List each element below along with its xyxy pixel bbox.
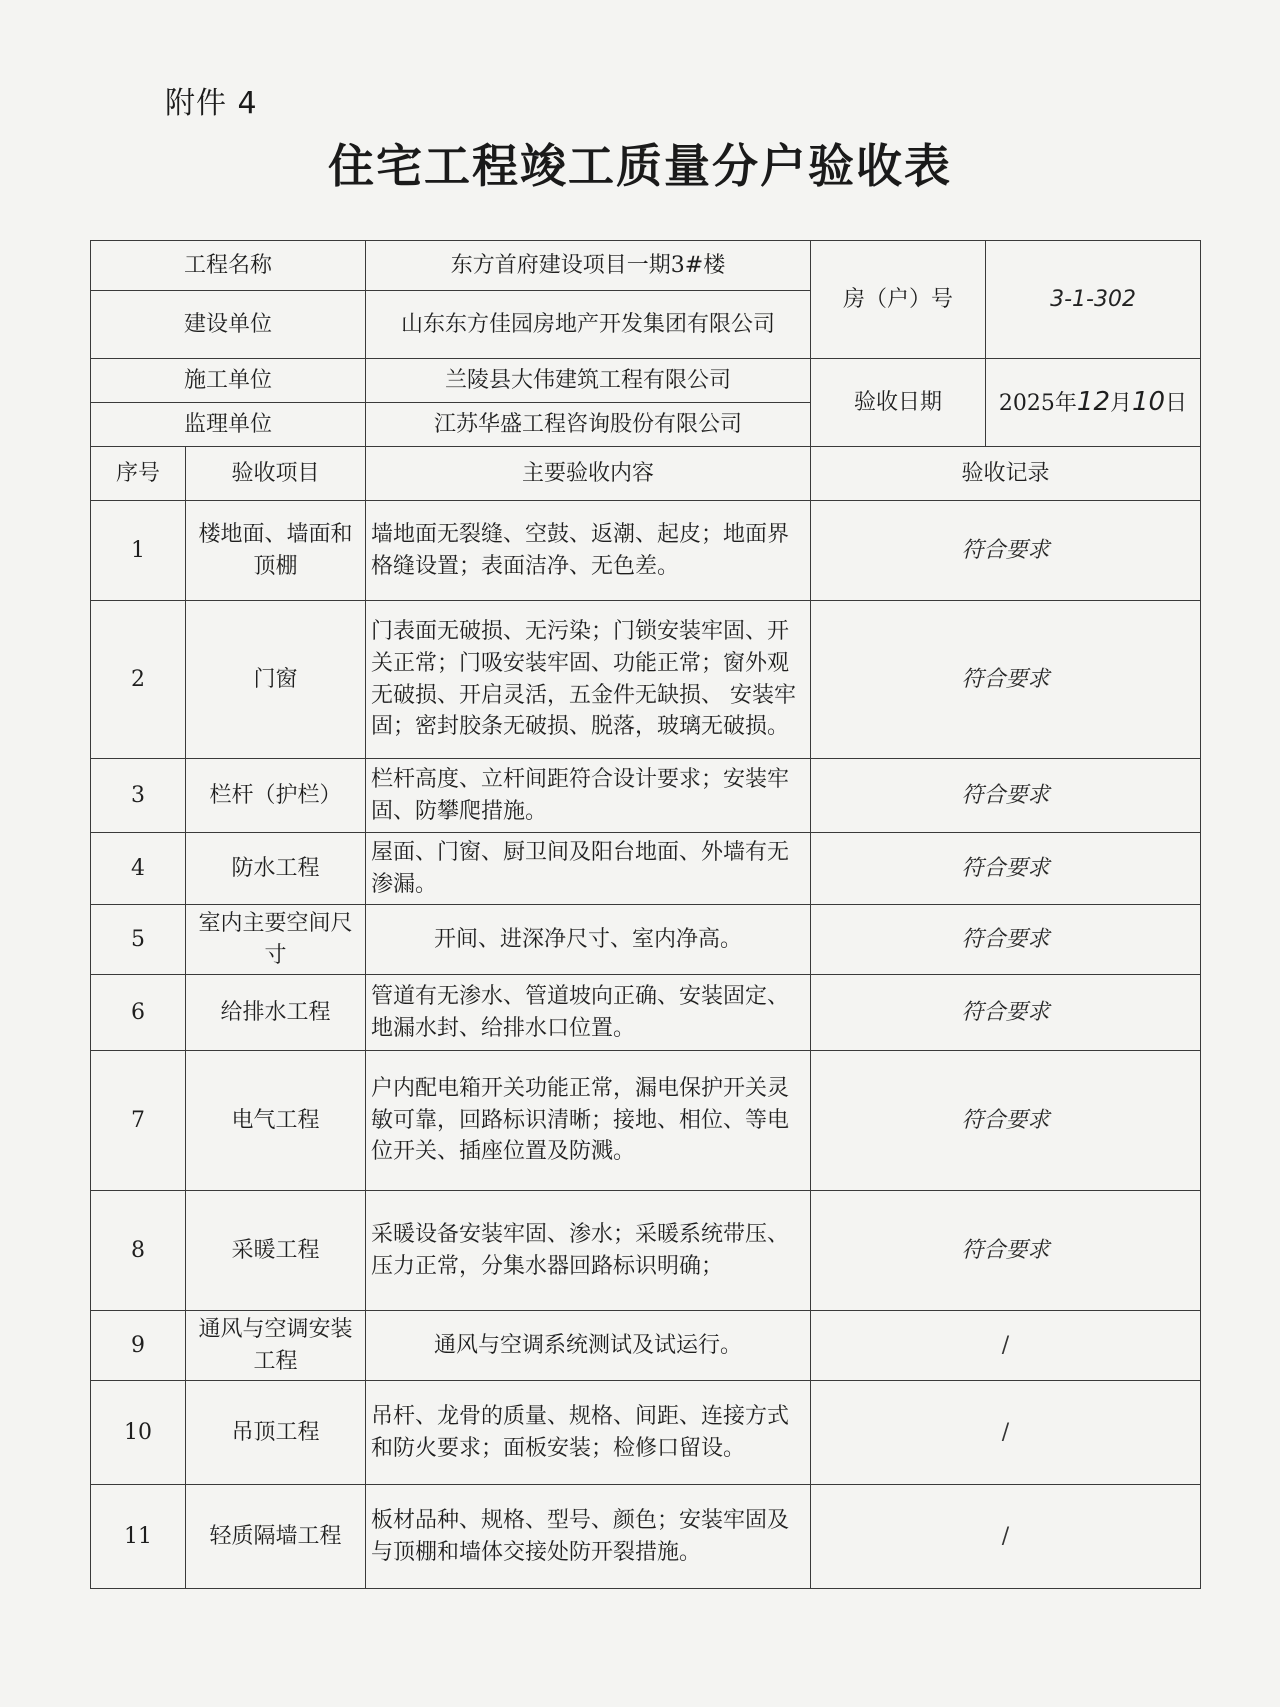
room-no-label: 房（户）号 (811, 241, 986, 359)
row-item: 电气工程 (186, 1051, 366, 1191)
row-content: 板材品种、规格、型号、颜色；安装牢固及与顶棚和墙体交接处防开裂措施。 (366, 1485, 811, 1589)
row-item: 栏杆（护栏） (186, 759, 366, 833)
table-row (91, 1051, 1201, 1191)
contractor-value: 兰陵县大伟建筑工程有限公司 (366, 359, 811, 403)
row-seq: 6 (91, 975, 186, 1051)
row-content: 墙地面无裂缝、空鼓、返潮、起皮；地面界格缝设置；表面洁净、无色差。 (366, 501, 811, 601)
header-seq: 序号 (91, 447, 186, 501)
row-seq: 10 (91, 1381, 186, 1485)
row-seq: 5 (91, 905, 186, 975)
date-year: 2025年 (998, 390, 1077, 416)
row-record: 符合要求 (811, 759, 1201, 833)
date-day-unit: 日 (1165, 390, 1188, 416)
row-item: 通风与空调安装工程 (186, 1311, 366, 1381)
header-record: 验收记录 (811, 447, 1201, 501)
info-row-contractor (91, 359, 1201, 403)
row-content: 管道有无渗水、管道坡向正确、安装固定、地漏水封、给排水口位置。 (366, 975, 811, 1051)
table-row (91, 1311, 1201, 1381)
table-row (91, 905, 1201, 975)
table-row (91, 833, 1201, 905)
row-content: 栏杆高度、立杆间距符合设计要求；安装牢固、防攀爬措施。 (366, 759, 811, 833)
header-item: 验收项目 (186, 447, 366, 501)
row-record: 符合要求 (811, 1051, 1201, 1191)
row-seq: 9 (91, 1311, 186, 1381)
row-item: 室内主要空间尺寸 (186, 905, 366, 975)
row-record: 符合要求 (811, 905, 1201, 975)
table-row (91, 759, 1201, 833)
row-item: 防水工程 (186, 833, 366, 905)
table-row (91, 1485, 1201, 1589)
header-content: 主要验收内容 (366, 447, 811, 501)
row-seq: 8 (91, 1191, 186, 1311)
row-seq: 7 (91, 1051, 186, 1191)
row-seq: 3 (91, 759, 186, 833)
project-name-value: 东方首府建设项目一期3#楼 (366, 241, 811, 291)
row-item: 吊顶工程 (186, 1381, 366, 1485)
info-row-project (91, 241, 1201, 291)
row-item: 楼地面、墙面和顶棚 (186, 501, 366, 601)
contractor-label: 施工单位 (91, 359, 366, 403)
row-content: 开间、进深净尺寸、室内净高。 (366, 905, 811, 975)
row-content: 采暖设备安装牢固、渗水；采暖系统带压、压力正常，分集水器回路标识明确； (366, 1191, 811, 1311)
row-seq: 1 (91, 501, 186, 601)
acceptance-form-table (90, 240, 1201, 1589)
row-item: 采暖工程 (186, 1191, 366, 1311)
table-row (91, 1191, 1201, 1311)
room-no-value: 3-1-302 (986, 241, 1201, 359)
builder-value: 山东东方佳园房地产开发集团有限公司 (366, 291, 811, 359)
row-seq: 2 (91, 601, 186, 759)
date-day: 10 (1132, 386, 1166, 417)
row-record: / (811, 1311, 1201, 1381)
row-item: 门窗 (186, 601, 366, 759)
row-content: 户内配电箱开关功能正常，漏电保护开关灵敏可靠，回路标识清晰；接地、相位、等电位开关、插座位置及防溅。 (366, 1051, 811, 1191)
header-row (91, 447, 1201, 501)
table-row (91, 601, 1201, 759)
row-item: 给排水工程 (186, 975, 366, 1051)
supervisor-label: 监理单位 (91, 403, 366, 447)
form-title: 住宅工程竣工质量分户验收表 (328, 139, 952, 193)
row-record: 符合要求 (811, 975, 1201, 1051)
row-record: 符合要求 (811, 501, 1201, 601)
date-label: 验收日期 (811, 359, 986, 447)
row-content: 吊杆、龙骨的质量、规格、间距、连接方式和防火要求；面板安装；检修口留设。 (366, 1381, 811, 1485)
row-record: 符合要求 (811, 833, 1201, 905)
row-seq: 11 (91, 1485, 186, 1589)
builder-label: 建设单位 (91, 291, 366, 359)
date-value (986, 359, 1201, 447)
table-row (91, 975, 1201, 1051)
row-seq: 4 (91, 833, 186, 905)
date-month: 12 (1076, 386, 1110, 417)
row-record: / (811, 1485, 1201, 1589)
row-item: 轻质隔墙工程 (186, 1485, 366, 1589)
attachment-label: 附件 4 (165, 86, 258, 121)
row-content: 门表面无破损、无污染；门锁安装牢固、开关正常；门吸安装牢固、功能正常；窗外观无破损、开启灵活，五金件无缺损、 安装牢固；密封胶条无破损、脱落，玻璃无破损。 (366, 601, 811, 759)
row-content: 屋面、门窗、厨卫间及阳台地面、外墙有无渗漏。 (366, 833, 811, 905)
row-record: 符合要求 (811, 1191, 1201, 1311)
row-record: / (811, 1381, 1201, 1485)
row-content: 通风与空调系统测试及试运行。 (366, 1311, 811, 1381)
table-row (91, 1381, 1201, 1485)
supervisor-value: 江苏华盛工程咨询股份有限公司 (366, 403, 811, 447)
date-month-unit: 月 (1110, 390, 1133, 416)
project-name-label: 工程名称 (91, 241, 366, 291)
table-row (91, 501, 1201, 601)
row-record: 符合要求 (811, 601, 1201, 759)
